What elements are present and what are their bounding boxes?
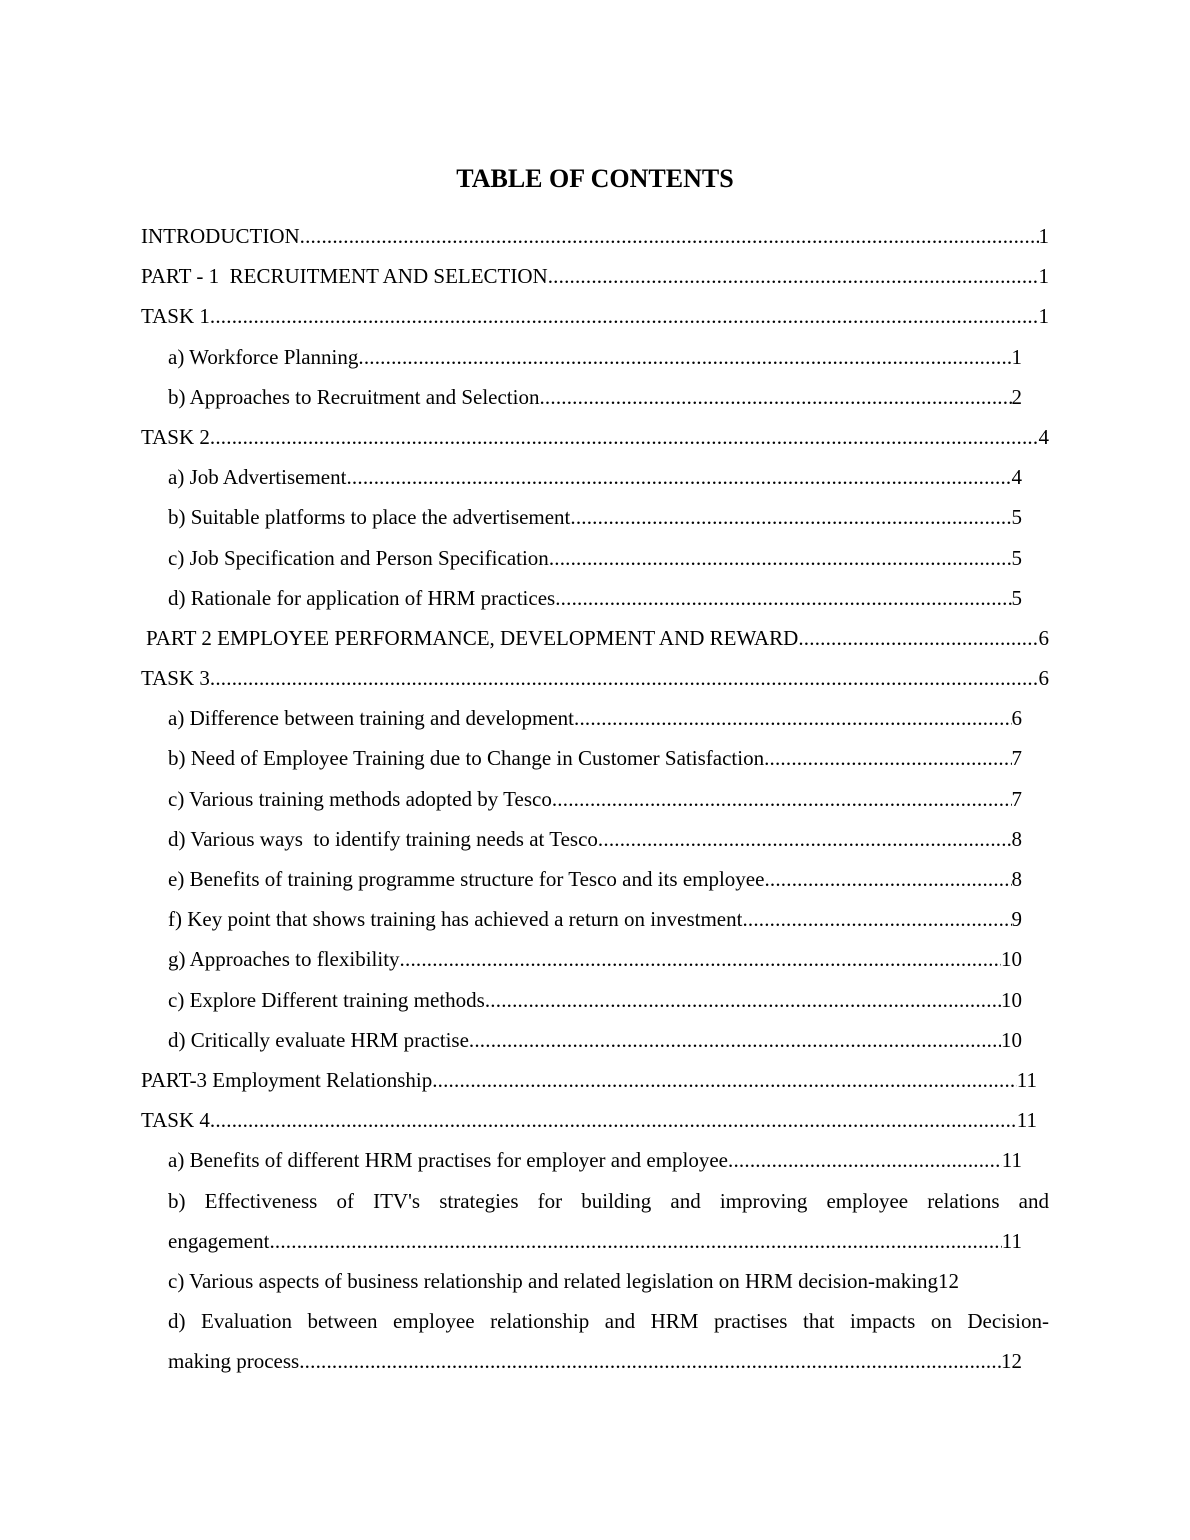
- dot-leader: [548, 256, 1039, 296]
- dot-leader: [300, 216, 1039, 256]
- toc-entry-explore-training-methods[interactable]: [141, 980, 1022, 1020]
- toc-entry-label: d) Various ways to identify training needs at Tesco: [168, 826, 598, 851]
- toc-entry-return-on-investment[interactable]: [141, 899, 1022, 939]
- toc-page-number: 12: [1001, 1349, 1022, 1374]
- toc-entry-label: a) Workforce Planning: [168, 344, 359, 369]
- dot-leader: [598, 819, 1012, 859]
- toc-entry-task-2[interactable]: [141, 417, 1049, 457]
- toc-entry-need-employee-training[interactable]: [141, 738, 1022, 778]
- toc-page-number: 11: [1001, 1228, 1022, 1253]
- toc-entry-label: TASK 2: [141, 424, 210, 449]
- dot-leader: [555, 578, 1011, 618]
- toc-page-number: 11: [1016, 1108, 1037, 1133]
- toc-page-number: 10: [1001, 987, 1022, 1012]
- toc-page-number: 6: [1038, 625, 1049, 650]
- toc-entry-label: TASK 1: [141, 304, 210, 329]
- toc-entry-job-advertisement[interactable]: [141, 457, 1022, 497]
- toc-entry-label: b) Need of Employee Training due to Change in Customer Satisfaction: [168, 746, 765, 771]
- toc-list: [141, 216, 1049, 1381]
- toc-entry-label: a) Benefits of different HRM practises for employer and employee: [168, 1148, 729, 1173]
- toc-page-number: 1: [1011, 344, 1022, 369]
- toc-entry-label: g) Approaches to flexibility: [168, 947, 400, 972]
- dot-leader: [469, 1020, 1001, 1060]
- toc-entry-label: b) Approaches to Recruitment and Selection: [168, 384, 540, 409]
- toc-entry-job-specification[interactable]: [141, 538, 1022, 578]
- toc-entry-part-3[interactable]: [141, 1060, 1037, 1100]
- toc-entry-approaches-recruitment[interactable]: [141, 377, 1022, 417]
- toc-entry-approaches-flexibility[interactable]: [141, 939, 1022, 979]
- toc-entry-label-line2: engagement: [168, 1228, 270, 1253]
- toc-entry-part-2[interactable]: [141, 618, 1049, 658]
- toc-page-number: 8: [1011, 826, 1022, 851]
- toc-entry-task-3[interactable]: [141, 658, 1049, 698]
- dot-leader: [570, 497, 1011, 537]
- toc-entry-training-methods-tesco[interactable]: [141, 779, 1022, 819]
- toc-entry-label: e) Benefits of training programme structure for Tesco and its employee: [168, 867, 765, 891]
- toc-entry-business-relationship[interactable]: [141, 1261, 1049, 1301]
- toc-entry-label: a) Job Advertisement: [168, 465, 347, 490]
- toc-entry-label-line1: b) Effectiveness of ITV's strategies for building and improving employee relations and: [168, 1188, 1049, 1213]
- dot-leader: [549, 538, 1012, 578]
- toc-entry-label: d) Rationale for application of HRM practices: [168, 585, 556, 610]
- dot-leader: [485, 980, 1001, 1020]
- toc-entry-label: INTRODUCTION: [141, 224, 300, 248]
- toc-entry-evaluate-hrm-practise[interactable]: [141, 1020, 1022, 1060]
- dot-leader: [742, 899, 1011, 939]
- toc-page-number: 11: [1016, 1067, 1037, 1092]
- toc-page-number: 10: [1001, 1027, 1022, 1052]
- toc-entry-label: c) Various aspects of business relationship and related legislation on HRM decision-making: [168, 1268, 939, 1293]
- toc-page-number: 2: [1011, 384, 1022, 409]
- toc-entry-label: f) Key point that shows training has achieved a return on investment: [168, 907, 743, 932]
- toc-entry-itv-strategies[interactable]: [141, 1181, 1049, 1261]
- dot-leader: [728, 1140, 1002, 1180]
- toc-page-number: 7: [1011, 746, 1022, 771]
- toc-entry-label: a) Difference between training and development: [168, 706, 575, 731]
- toc-entry-label: PART-3 Employment Relationship: [141, 1067, 433, 1092]
- toc-entry-label-line1: d) Evaluation between employee relationship and HRM practises that impacts on Decision-: [168, 1309, 1049, 1334]
- dot-leader: [432, 1060, 1017, 1100]
- toc-page-number: 5: [1011, 505, 1022, 530]
- dot-leader: [269, 1221, 1001, 1261]
- toc-page-number: 8: [1011, 867, 1022, 891]
- toc-page-number: 9: [1011, 907, 1022, 932]
- toc-entry-evaluation-employee-relationship[interactable]: [141, 1301, 1049, 1381]
- toc-page-number: 12: [938, 1268, 960, 1293]
- toc-entry-suitable-platforms[interactable]: [141, 497, 1022, 537]
- dot-leader: [764, 738, 1011, 778]
- toc-entry-label: c) Job Specification and Person Specification: [168, 545, 549, 570]
- toc-entry-rationale-hrm[interactable]: [141, 578, 1022, 618]
- dot-leader: [210, 658, 1039, 698]
- toc-entry-workforce-planning[interactable]: [141, 337, 1022, 377]
- toc-entry-label: d) Critically evaluate HRM practise: [168, 1027, 469, 1052]
- toc-page-number: 6: [1038, 666, 1049, 691]
- toc-page-number: 5: [1011, 545, 1022, 570]
- toc-entry-label: TASK 4: [141, 1108, 210, 1133]
- toc-page-number: 11: [1001, 1148, 1022, 1173]
- toc-page-number: 1: [1038, 264, 1049, 289]
- dot-leader: [798, 618, 1038, 658]
- toc-entry-part-1[interactable]: [141, 256, 1049, 296]
- toc-page-number: 10: [1001, 947, 1022, 972]
- toc-page-number: 1: [1038, 304, 1049, 329]
- toc-entry-task-4[interactable]: [141, 1100, 1037, 1140]
- toc-entry-label: TASK 3: [141, 666, 210, 691]
- toc-entry-training-vs-development[interactable]: [141, 698, 1022, 738]
- toc-page-number: 4: [1011, 465, 1022, 490]
- dot-leader: [358, 337, 1011, 377]
- dot-leader: [346, 457, 1011, 497]
- dot-leader: [210, 417, 1039, 457]
- toc-page-number: 7: [1011, 786, 1022, 811]
- toc-entry-label-line2: making process: [168, 1349, 300, 1374]
- toc-entry-benefits-hrm-practises[interactable]: [141, 1140, 1022, 1180]
- dot-leader: [764, 859, 1011, 899]
- dot-leader: [574, 698, 1011, 738]
- toc-page-number: 5: [1011, 585, 1022, 610]
- dot-leader: [210, 1100, 1017, 1140]
- toc-page-number: 4: [1038, 424, 1049, 449]
- toc-entry-label: PART - 1 RECRUITMENT AND SELECTION: [141, 264, 548, 289]
- toc-page-number: 1: [1038, 224, 1049, 248]
- toc-entry-label: c) Various training methods adopted by Tesco: [168, 786, 552, 811]
- toc-entry-label: PART 2 EMPLOYEE PERFORMANCE, DEVELOPMENT AND REWARD: [146, 625, 799, 650]
- toc-entry-label: b) Suitable platforms to place the advertisement: [168, 505, 571, 530]
- dot-leader: [400, 939, 1001, 979]
- dot-leader: [539, 377, 1011, 417]
- dot-leader: [552, 779, 1012, 819]
- toc-entry-introduction[interactable]: [141, 216, 1049, 256]
- dot-leader: [210, 296, 1039, 336]
- toc-entry-task-1[interactable]: [141, 296, 1049, 336]
- toc-page-number: 6: [1011, 706, 1022, 731]
- toc-entry-label: c) Explore Different training methods: [168, 987, 485, 1012]
- toc-entry-benefits-training-programme[interactable]: [141, 859, 1022, 899]
- page-title: TABLE OF CONTENTS: [456, 164, 734, 193]
- toc-entry-identify-training-needs[interactable]: [141, 819, 1022, 859]
- dot-leader: [299, 1341, 1001, 1381]
